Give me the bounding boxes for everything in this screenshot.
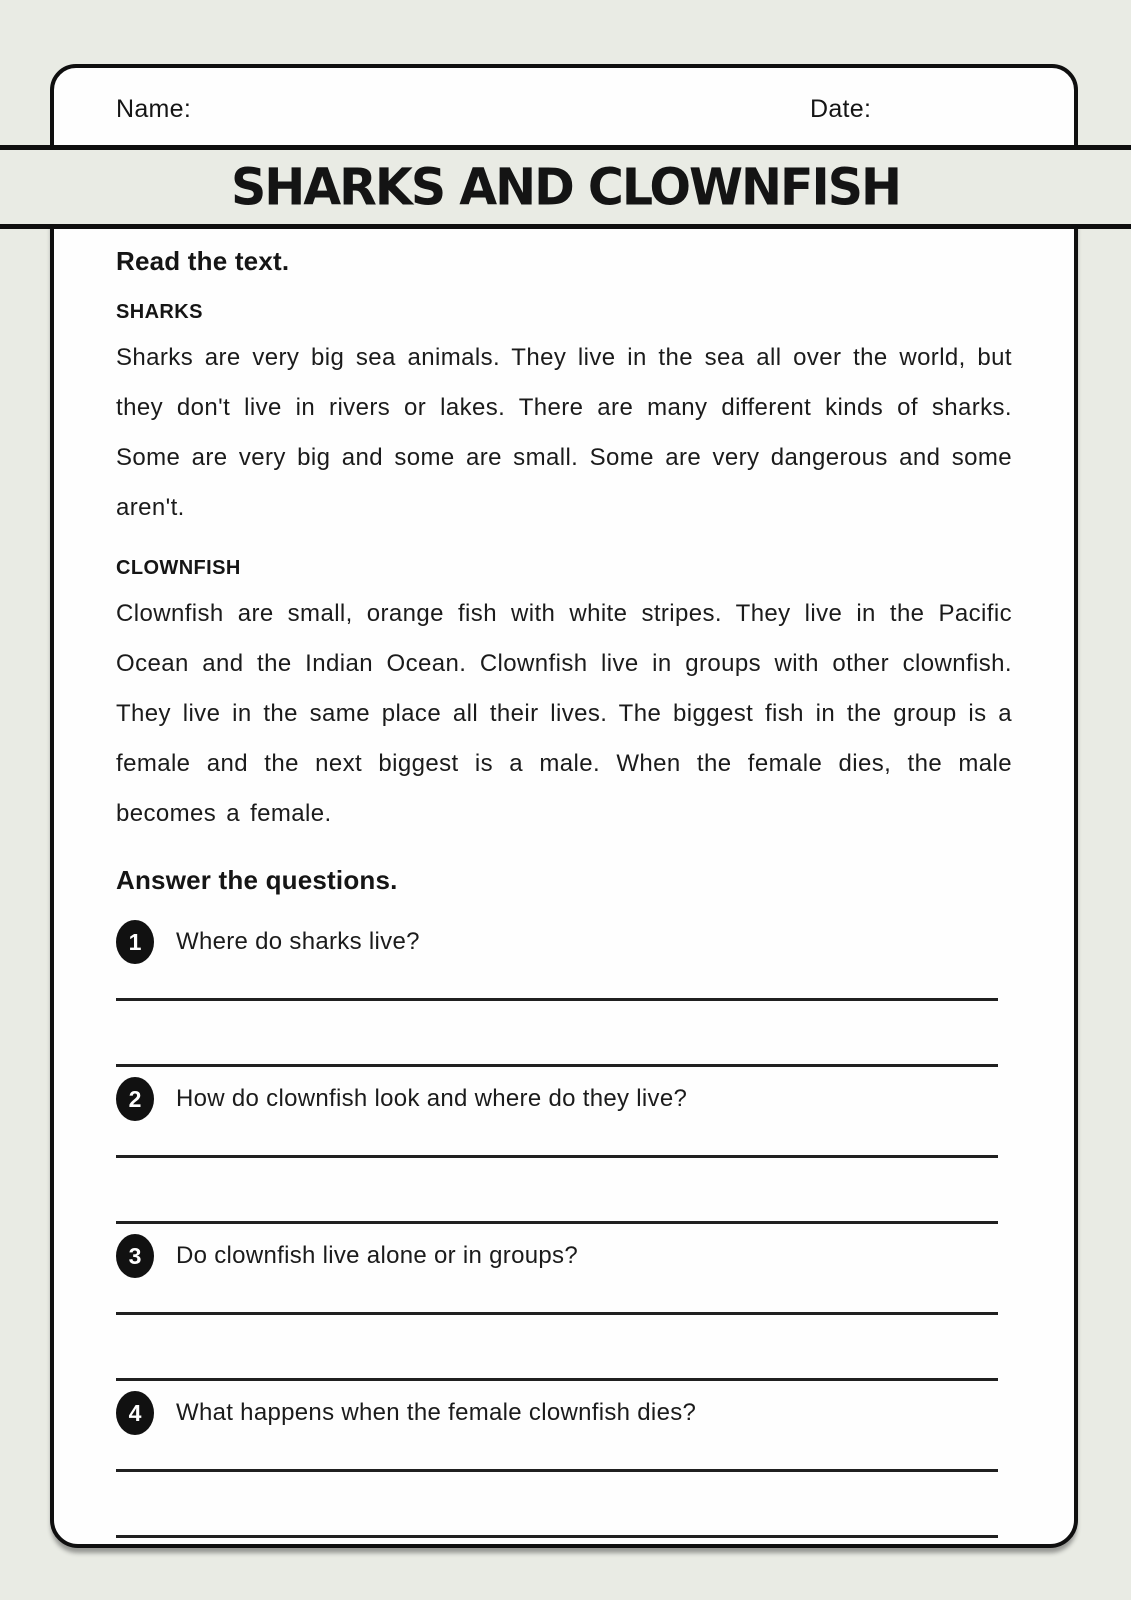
title-band (0, 145, 1131, 229)
question-block-1 (116, 920, 1012, 1067)
section-sharks-heading: SHARKS (116, 301, 203, 323)
answer-line[interactable] (116, 1312, 998, 1315)
answer-line[interactable] (116, 1221, 998, 1224)
question-block-2 (116, 1077, 1012, 1224)
section-sharks-text: Sharks are very big sea animals. They live in the sea all over the world, but they don't live in rivers or lakes. There are many different kinds of sharks. Some are very big and some are small. Some are very dangerous and some aren't. (116, 344, 1012, 521)
answer-line[interactable] (116, 1535, 998, 1538)
read-instruction: Read the text. (116, 246, 290, 276)
name-input-area[interactable] (191, 94, 371, 124)
content-card (50, 154, 1078, 1548)
answer-line[interactable] (116, 1155, 998, 1158)
section-clownfish-heading: CLOWNFISH (116, 557, 241, 579)
question-text: Do clownfish live alone or in groups? (176, 1242, 578, 1269)
question-number-badge: 4 (116, 1391, 154, 1435)
question-block-3 (116, 1234, 1012, 1381)
answer-line[interactable] (116, 1378, 998, 1381)
question-number-badge: 3 (116, 1234, 154, 1278)
name-label: Name: (116, 95, 192, 123)
worksheet-title: SHARKS AND CLOWNFISH (230, 157, 901, 217)
question-number-badge: 1 (116, 920, 154, 964)
answer-line[interactable] (116, 1064, 998, 1067)
question-row (116, 1391, 1012, 1435)
date-label: Date: (810, 95, 872, 123)
answer-line[interactable] (116, 1469, 998, 1472)
question-text: How do clownfish look and where do they live? (176, 1085, 688, 1112)
question-text: Where do sharks live? (176, 928, 420, 955)
question-number-badge: 2 (116, 1077, 154, 1121)
question-row (116, 1077, 1012, 1121)
answer-instruction: Answer the questions. (116, 865, 398, 895)
date-input-area[interactable] (871, 94, 1051, 124)
answer-line[interactable] (116, 998, 998, 1001)
section-clownfish-text: Clownfish are small, orange fish with white stripes. They live in the Pacific Ocean and the Indian Ocean. Clownfish live in groups with other clownfish. They live in the same place all their lives. The biggest fish in the group is a female and the next biggest is a male. When the female dies, the male becomes a female. (116, 600, 1012, 827)
question-block-4 (116, 1391, 1012, 1538)
question-text: What happens when the female clownfish dies? (176, 1399, 697, 1426)
question-row (116, 920, 1012, 964)
question-row (116, 1234, 1012, 1278)
